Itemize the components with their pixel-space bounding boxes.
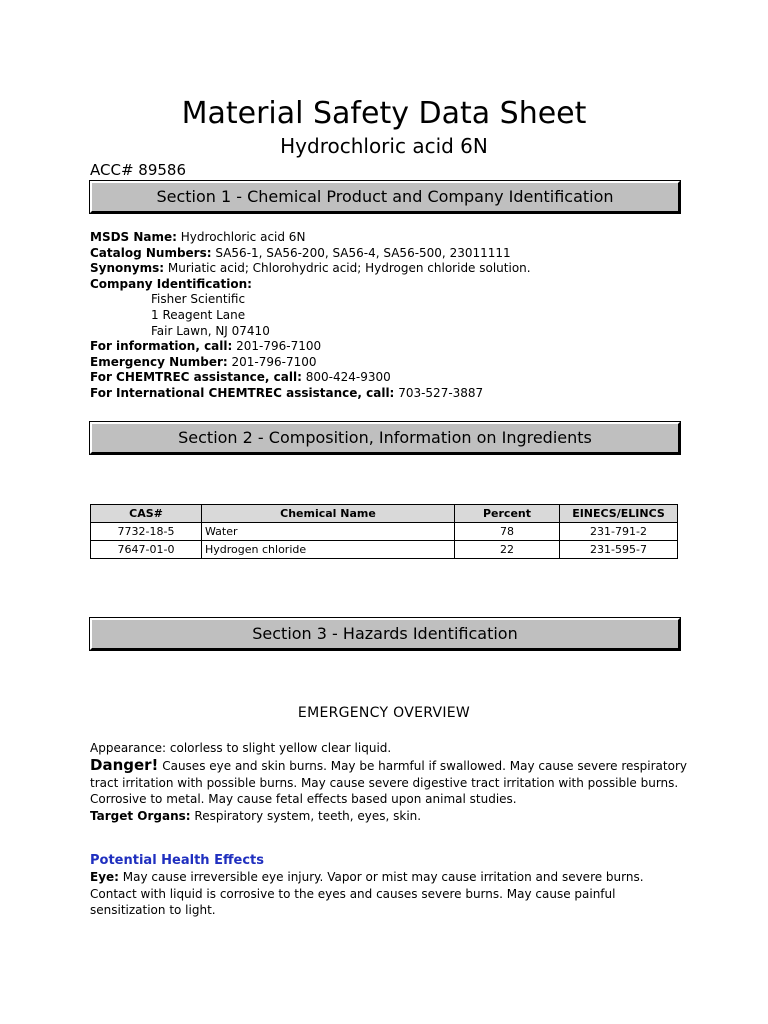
chemical-name-cell: Hydrogen chloride	[202, 541, 455, 559]
column-header: CAS#	[91, 505, 202, 523]
company-row	[90, 277, 531, 293]
emergency-label: Emergency Number:	[90, 354, 228, 369]
intl-chemtrec-row	[90, 386, 531, 402]
company-line-1: Fisher Scientific	[151, 292, 246, 307]
emergency-overview-heading: EMERGENCY OVERVIEW	[297, 705, 471, 721]
chemical-name-cell: Water	[202, 523, 455, 541]
table-row	[91, 523, 678, 541]
synonyms-row	[90, 261, 531, 277]
appearance-text: Appearance: colorless to slight yellow clear liquid.	[90, 741, 392, 755]
catalog-label: Catalog Numbers:	[90, 245, 212, 260]
chemtrec-value: 800-424-9300	[305, 370, 391, 385]
document-title: Material Safety Data Sheet	[181, 96, 587, 131]
column-header: Percent	[455, 505, 560, 523]
info-value: 201-796-7100	[236, 339, 322, 354]
cas-cell: 7647-01-0	[91, 541, 202, 559]
danger-label: Danger!	[90, 756, 159, 774]
synonyms-value: Muriatic acid; Chlorohydric acid; Hydrogen chloride solution.	[167, 261, 531, 276]
info-label: For information, call:	[90, 339, 233, 354]
info-row	[90, 339, 531, 355]
column-header: EINECS/ELINCS	[560, 505, 678, 523]
synonyms-label: Synonyms:	[90, 261, 165, 276]
section-1-header: Section 1 - Chemical Product and Company Identification	[90, 181, 680, 213]
emergency-row	[90, 355, 531, 371]
percent-cell: 22	[455, 541, 560, 559]
catalog-value: SA56-1, SA56-200, SA56-4, SA56-500, 23011111	[215, 245, 511, 260]
einecs-cell: 231-791-2	[560, 523, 678, 541]
danger-text: Causes eye and skin burns. May be harmful if swallowed. May cause severe respiratory tract irritation with possible burns. May cause severe digestive tract irritation with possible burns. Corrosive to metal. May cause fetal effects based upon animal studies.	[90, 759, 687, 806]
catalog-row	[90, 246, 531, 262]
percent-cell: 78	[455, 523, 560, 541]
section-3-header: Section 3 - Hazards Identification	[90, 618, 680, 650]
column-header: Chemical Name	[202, 505, 455, 523]
company-label: Company Identification:	[90, 276, 252, 291]
table-header-row	[91, 505, 678, 523]
msds-name-value: Hydrochloric acid 6N	[180, 230, 306, 244]
cas-cell: 7732-18-5	[91, 523, 202, 541]
chemtrec-row	[90, 370, 531, 386]
table-row	[91, 541, 678, 559]
eye-label: Eye:	[90, 870, 119, 884]
ingredients-table	[90, 504, 678, 559]
msds-name-label: MSDS Name:	[90, 230, 177, 244]
chemtrec-label: For CHEMTREC assistance, call:	[90, 370, 302, 385]
identification-block	[90, 230, 531, 402]
acc-number: ACC# 89586	[90, 161, 186, 179]
company-line-2: 1 Reagent Lane	[151, 307, 246, 322]
danger-paragraph	[90, 757, 690, 824]
potential-health-effects-heading: Potential Health Effects	[90, 853, 264, 868]
section-2-header: Section 2 - Composition, Information on Ingredients	[90, 422, 680, 454]
eye-paragraph	[90, 869, 686, 919]
target-organs-label: Target Organs:	[90, 808, 191, 823]
eye-text: May cause irreversible eye injury. Vapor or mist may cause irritation and severe burns. Contact with liquid is corrosive to the eyes and causes severe burns. May cause painful sensitization to light.	[90, 870, 644, 917]
intl-chemtrec-label: For International CHEMTREC assistance, call:	[90, 385, 395, 400]
product-subtitle: Hydrochloric acid 6N	[280, 134, 488, 158]
msds-name-row	[90, 230, 531, 246]
target-organs-value: Respiratory system, teeth, eyes, skin.	[190, 808, 422, 823]
intl-chemtrec-value: 703-527-3887	[398, 385, 484, 400]
einecs-cell: 231-595-7	[560, 541, 678, 559]
company-line-3: Fair Lawn, NJ 07410	[151, 323, 270, 338]
emergency-value: 201-796-7100	[231, 354, 317, 369]
